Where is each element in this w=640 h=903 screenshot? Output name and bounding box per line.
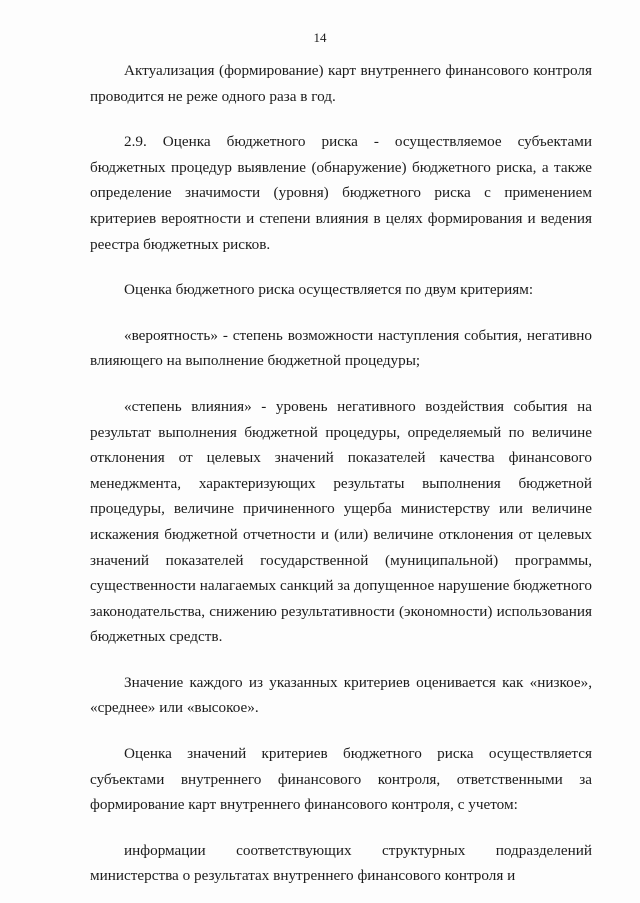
paragraph-criteria-values: Значение каждого из указанных критериев оценивается как «низкое», «среднее» или «высокое». [90,673,592,717]
paragraph-two-criteria: Оценка бюджетного риска осуществляется по двум критериям: [124,281,534,299]
paragraph-degree-of-impact: «степень влияния» - уровень негативного воздействия события на результат выполнения бюджетной процедуры, определяемый по величине отклонения от целевых значений показателей качества финансового менеджмента, характеризующих результаты выполнения бюджетной процедуры, величине причиненного ущерба министерству или величине искажения бюджетной отчетности и (или) величине отклонения от целевых значений показателей государственной (муниципальной) программы, существенности налагаемых санкций за допущенное нарушение бюджетного законодательства, снижению результативности (экономности) использования бюджетных средств. [90,397,592,646]
page-number: 14 [313,30,327,45]
paragraph-card-update: Актуализация (формирование) карт внутреннего финансового контроля проводится не реже одного раза в год. [90,62,592,105]
paragraph-probability: «вероятность» - степень возможности наступления события, негативно влияющего на выполнение бюджетной процедуры; [90,326,592,370]
paragraph-2-9-risk-assessment: 2.9. Оценка бюджетного риска - осуществляемое субъектами бюджетных процедур выявление (обнаружение) бюджетного риска, а также определение значимости (уровня) бюджетного риска с применением критериев вероятности и степени влияния в целях формирования и ведения реестра бюджетных рисков. [90,133,592,253]
paragraph-assessment-subjects: Оценка значений критериев бюджетного риска осуществляется субъектами внутреннего финансового контроля, ответственными за формирование карт внутреннего финансового контроля, с учетом: [90,745,592,814]
paragraph-information: информации соответствующих структурных подразделений министерства о результатах внутреннего финансового контроля и [90,841,592,885]
document-body [90,58,592,889]
